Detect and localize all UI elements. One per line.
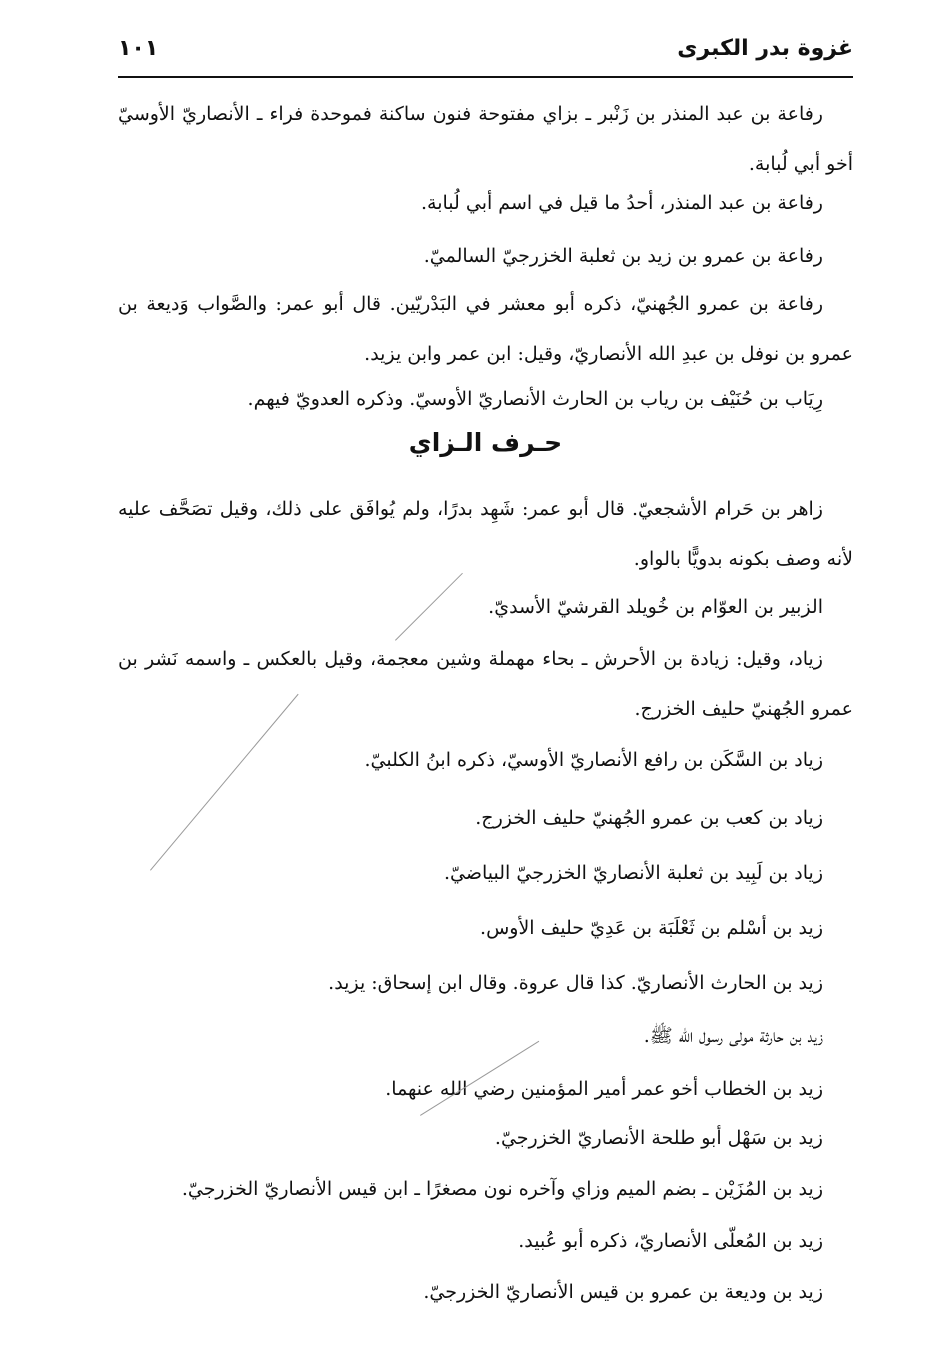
entry-zayd-ibn-al-harith: زيد بن الحارث الأنصاريّ. كذا قال عروة. وقال ابن إسحاق: يزيد. bbox=[328, 972, 823, 994]
entry-rifaa-ibn-abd-al-mundhir-zanbar: رفاعة بن عبد المنذر بن زَنْبر ـ بزاي مفتوحة فنون ساكنة فموحدة فراء ـ الأنصاريّ الأوسيّ أخو أبي لُبابة. bbox=[118, 103, 853, 175]
entry-zayd-ibn-al-muzayn: زيد بن المُزَيْن ـ بضم الميم وزاي وآخره نون مصغرًا ـ ابن قيس الأنصاريّ الخزرجيّ. bbox=[181, 1178, 823, 1200]
entry-zubayr-ibn-al-awwam: الزبير بن العوّام بن خُويلد القرشيّ الأسديّ. bbox=[488, 596, 823, 618]
entry-ziyad-ibn-kab: زياد بن كعب بن عمرو الجُهنيّ حليف الخزرج. bbox=[475, 807, 823, 829]
entry-ziyad-ibn-al-ahrash: زياد، وقيل: زيادة بن الأحرش ـ بحاء مهملة وشين معجمة، وقيل بالعكس ـ واسمه نَشر بن عمرو الجُهنيّ حليف الخزرج. bbox=[118, 648, 853, 720]
entry-zayd-ibn-wadia: زيد بن وديعة بن عمرو بن قيس الأنصاريّ الخزرجيّ. bbox=[423, 1281, 823, 1303]
entry-rifaa-ibn-amr-salimi: رفاعة بن عمرو بن زيد بن ثعلبة الخزرجيّ السالميّ. bbox=[423, 245, 823, 267]
entry-zayd-ibn-haritha: زيد بن حارثة مولى رسول الله ﷺ. bbox=[643, 1025, 823, 1047]
running-title: غزوة بدر الكبرى bbox=[677, 36, 853, 61]
entry-zayd-ibn-sahl: زيد بن سَهْل أبو طلحة الأنصاريّ الخزرجيّ. bbox=[494, 1127, 823, 1149]
entry-riyab-ibn-hunayf: رِيَاب بن حُنَيْف بن رياب بن الحارث الأنصاريّ الأوسيّ. وذكره العدويّ فيهم. bbox=[247, 388, 823, 410]
entry-zayd-ibn-aslam: زيد بن أسْلم بن ثَعْلَبَة بن عَدِيّ حليف الأوس. bbox=[480, 917, 823, 939]
section-heading-zay: حـرف الـزاي bbox=[408, 428, 563, 457]
entry-zahir-ibn-haram: زاهر بن حَرام الأشجعيّ. قال أبو عمر: شَهِد بدرًا، ولم يُوافَق على ذلك، وقيل تصَحَّف عليه لأنه وصف بكونه بدويًّا بالواو. bbox=[118, 498, 853, 570]
entry-zayd-ibn-al-khattab: زيد بن الخطاب أخو عمر أمير المؤمنين رضي الله عنهما. bbox=[385, 1078, 823, 1100]
entry-zayd-ibn-al-mualla: زيد بن المُعلّى الأنصاريّ، ذكره أبو عُبيد. bbox=[518, 1230, 823, 1252]
entry-ziyad-ibn-al-sakan: زياد بن السَّكَن بن رافع الأنصاريّ الأوسيّ، ذكره ابنُ الكلبيّ. bbox=[364, 749, 823, 771]
entry-rifaa-ibn-abd-al-mundhir: رفاعة بن عبد المنذر، أحدُ ما قيل في اسم أبي لُبابة. bbox=[421, 192, 823, 214]
page-number: ١٠١ bbox=[118, 36, 159, 61]
entry-ziyad-ibn-labid: زياد بن لَبِيد بن ثعلبة الأنصاريّ الخزرجيّ البياضيّ. bbox=[443, 862, 823, 884]
page-header bbox=[118, 34, 853, 78]
entry-rifaa-ibn-amr-juhani: رفاعة بن عمرو الجُهنيّ، ذكره أبو معشر في البَدْريّين. قال أبو عمر: والصَّواب وَديعة بن عمرو بن نوفل بن عبدِ الله الأنصاريّ، وقيل: ابن عمر وابن يزيد. bbox=[118, 293, 853, 365]
